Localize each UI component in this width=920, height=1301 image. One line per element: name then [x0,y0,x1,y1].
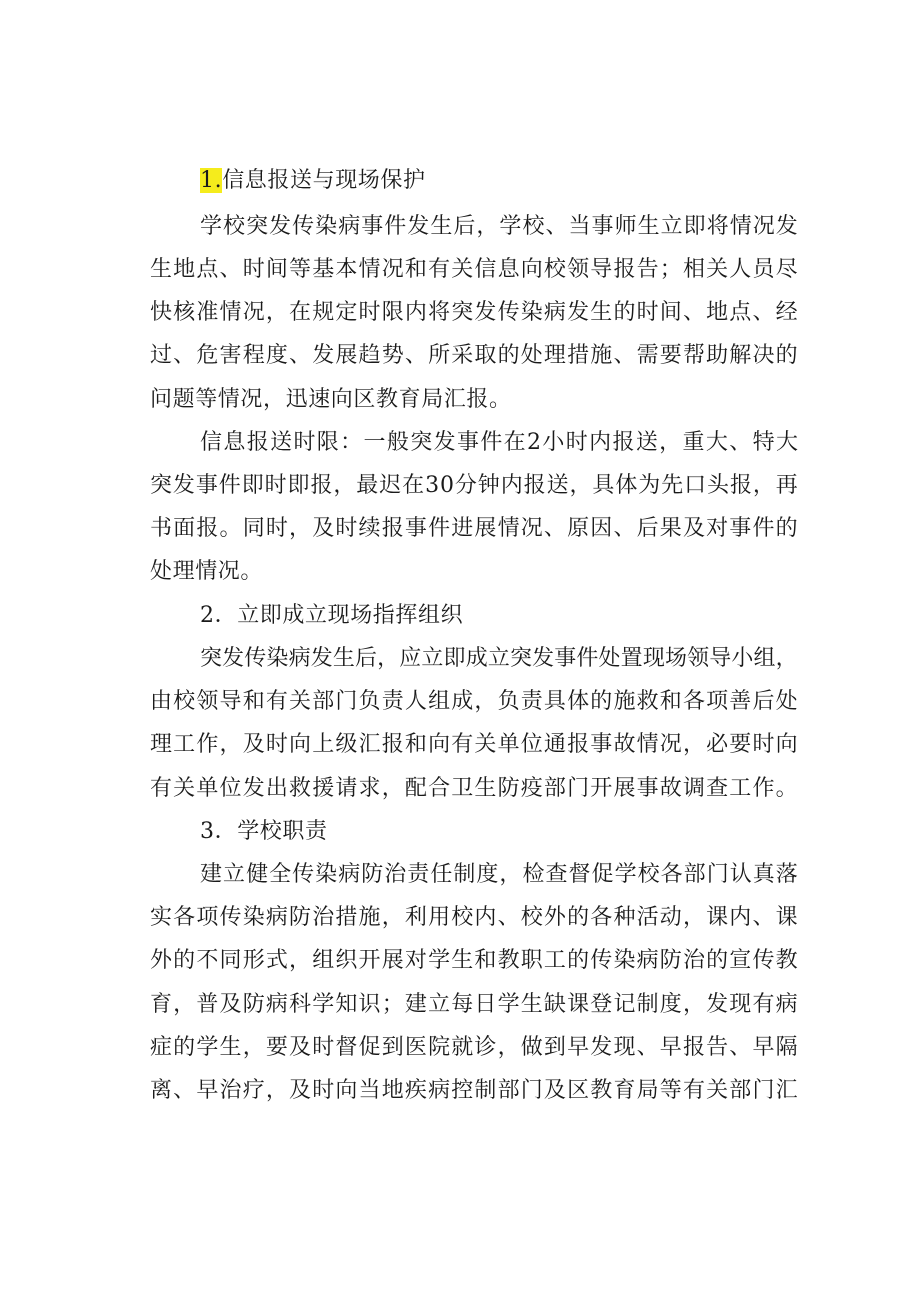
heading-1 [200,166,426,196]
heading-2: 2．立即成立现场指挥组织 [200,603,464,628]
para-4-line-3: 外 的 不 同 形 式 ， 组 织 开 展 对 学 生 和 教 职 工 的 传 染 病 防 治 的 宣 传 教 [150,948,798,973]
heading-1-number: 1. [200,168,223,193]
para-4-line-1: 建 立 健 全 传 染 病 防 治 责 任 制 度 ， 检 查 督 促 学 校 各 部 门 认 真 落 [200,862,798,887]
para-1-line-5: 问题等情况，迅速向区教育局汇报。 [150,387,512,412]
para-4-line-2: 实 各 项 传 染 病 防 治 措 施 ， 利 用 校 内 、 校 外 的 各 种 活 动 ， 课 内 、 课 [150,905,798,930]
para-2-line-4: 处理情况。 [150,559,264,584]
para-3-line-2: 由 校 领 导 和 有 关 部 门 负 责 人 组 成 ， 负 责 具 体 的 施 救 和 各 项 善 后 处 [150,689,798,714]
para-4-line-4: 育 ， 普 及 防 病 科 学 知 识 ； 建 立 每 日 学 生 缺 课 登 记 制 度 ， 发 现 有 病 [150,992,798,1017]
para-3-line-1: 突 发 传 染 病 发 生 后 ， 应 立 即 成 立 突 发 事 件 处 置 现 场 领 导 小 组 ， [200,646,798,671]
heading-1-text: 信息报送与现场保护 [222,168,426,193]
para-1-line-2: 生 地 点 、 时 间 等 基 本 情 况 和 有 关 信 息 向 校 领 导 报 告 ； 相 关 人 员 尽 [150,257,798,282]
para-1-line-3: 快 核 准 情 况 ， 在 规 定 时 限 内 将 突 发 传 染 病 发 生 的 时 间 、 地 点 、 经 [150,300,798,325]
para-1-line-1: 学 校 突 发 传 染 病 事 件 发 生 后 ， 学 校 、 当 事 师 生 立 即 将 情 况 发 [200,214,798,239]
para-1-line-4: 过 、 危 害 程 度 、 发 展 趋 势 、 所 采 取 的 处 理 措 施 、 需 要 帮 助 解 决 的 [150,343,798,368]
para-4-line-5: 症 的 学 生 ， 要 及 时 督 促 到 医 院 就 诊 ， 做 到 早 发 现 、 早 报 告 、 早 隔 [150,1035,798,1060]
para-3-line-4: 有 关 单 位 发 出 救 援 请 求 ， 配 合 卫 生 防 疫 部 门 开 展 事 故 调 查 工 作 。 [150,776,798,801]
para-2-line-2: 突 发 事 件 即 时 即 报 ， 最 迟 在 3 0 分 钟 内 报 送 ， 具 体 为 先 口 头 报 ， 再 [150,473,798,498]
para-2-line-3: 书 面 报 。 同 时 ， 及 时 续 报 事 件 进 展 情 况 、 原 因 、 后 果 及 对 事 件 的 [150,516,798,541]
para-2-line-1: 信 息 报 送 时 限 ： 一 般 突 发 事 件 在 2 小 时 内 报 送 ， 重 大 、 特 大 [200,430,798,455]
para-3-line-3: 理 工 作 ， 及 时 向 上 级 汇 报 和 向 有 关 单 位 通 报 事 故 情 况 ， 必 要 时 向 [150,732,798,757]
heading-3: 3．学校职责 [200,819,328,844]
para-4-line-6: 离 、 早 治 疗 ， 及 时 向 当 地 疾 病 控 制 部 门 及 区 教 育 局 等 有 关 部 门 汇 [150,1078,798,1103]
